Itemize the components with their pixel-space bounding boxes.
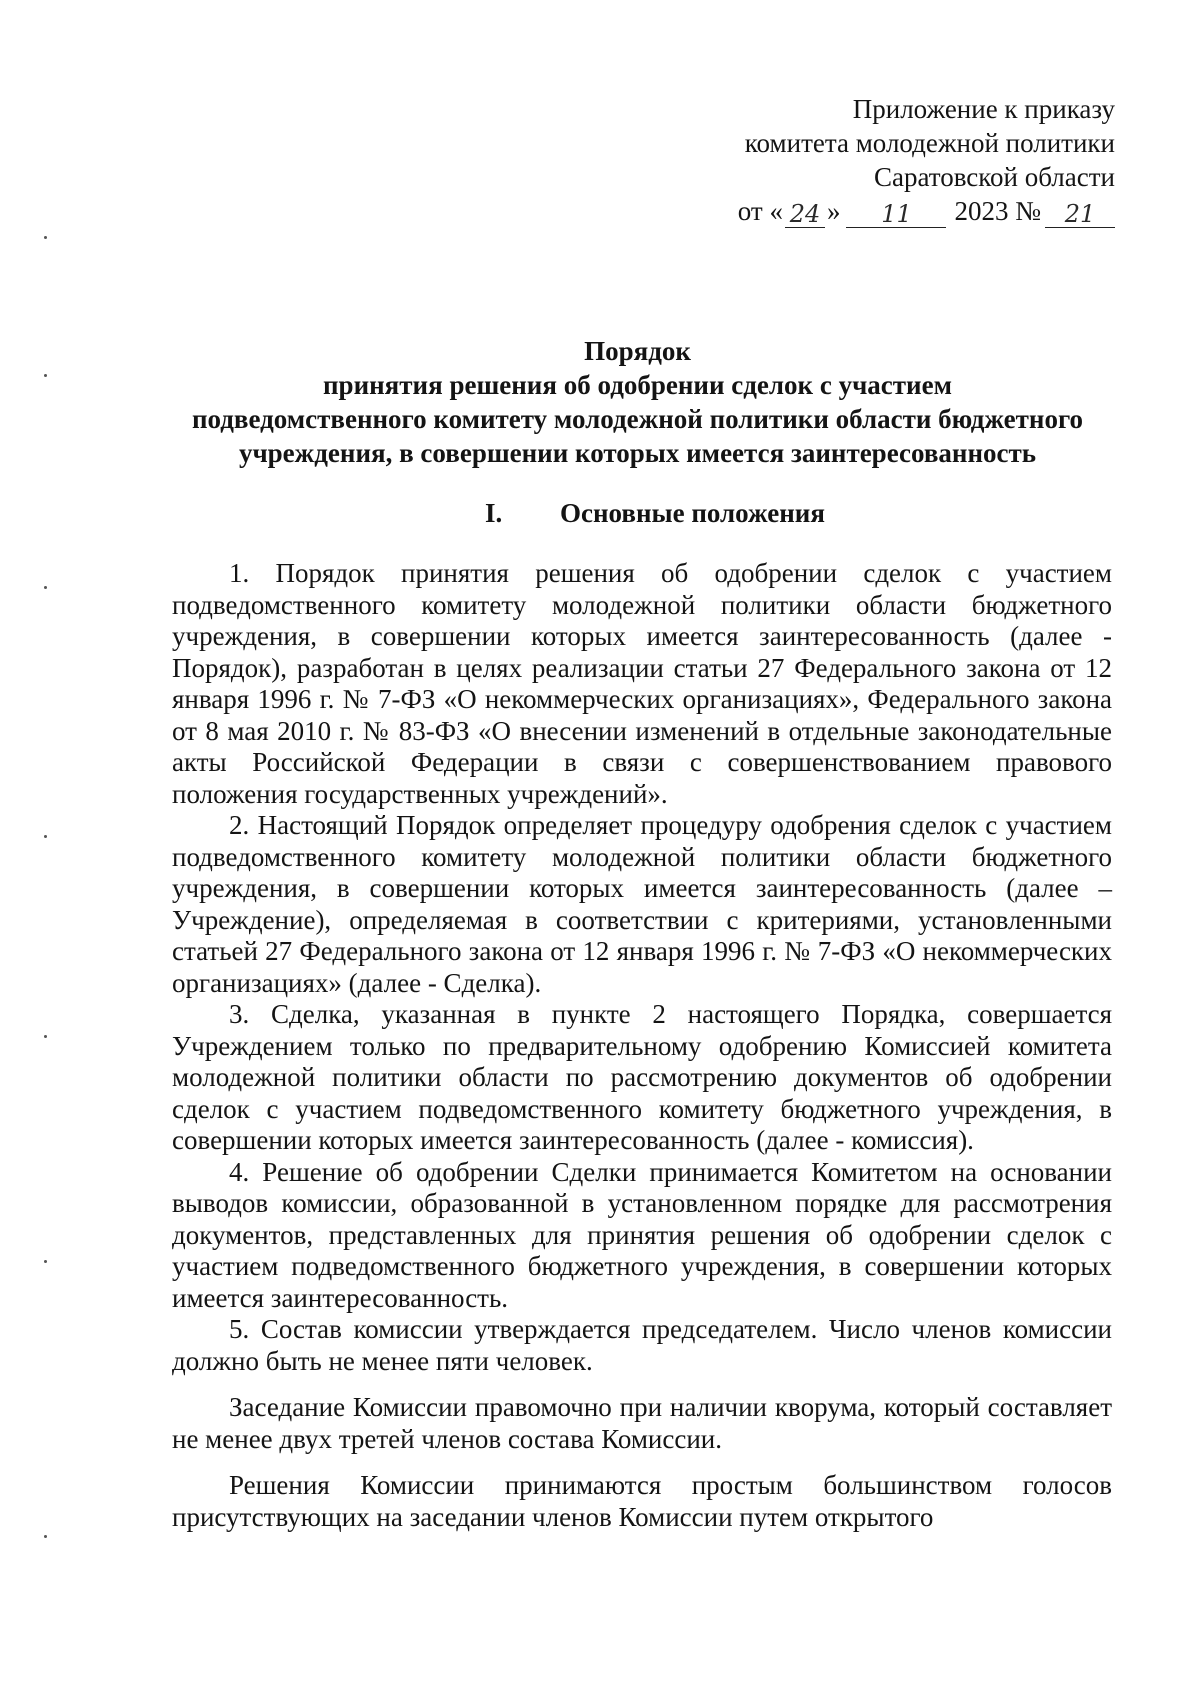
header-line-3: Саратовской области xyxy=(874,162,1115,192)
paragraph-2: 2. Настоящий Порядок определяет процедуру одобрения сделок с участием подведомственного комитету молодежной политики области бюджетного учреждения, в совершении которых имеется заинтересованность (далее – Учреждение), определяемая в соответствии с критериями, установленными статьей 27 Федерального закона от 12 января 1996 г. № 7-ФЗ «О некоммерческих организациях» (далее - Сделка). xyxy=(172,810,1112,998)
date-mid: » xyxy=(826,196,841,226)
date-day-field xyxy=(785,199,825,228)
title-line-4: учреждения, в совершении которых имеется заинтересованность xyxy=(238,438,1037,468)
title-line-1: Порядок xyxy=(584,336,691,366)
scan-mark xyxy=(44,236,47,239)
date-year: 2023 № xyxy=(954,196,1041,226)
paragraph-1: 1. Порядок принятия решения об одобрении сделок с участием подведомственного комитету молодежной политики области бюджетного учреждения, в совершении которых имеется заинтересованность (далее - Порядок), разработан в целях реализации статьи 27 Федерального закона от 12 января 1996 г. № 7-ФЗ «О некоммерческих организациях», Федерального закона от 8 мая 2010 г. № 83-ФЗ «О внесении изменений в отдельные законодательные акты Российской Федерации в связи с совершенствованием правового положения государственных учреждений». xyxy=(172,558,1112,809)
approval-header xyxy=(738,92,1115,228)
paragraph-5: 5. Состав комиссии утверждается председателем. Число членов комиссии должно быть не менее пяти человек. xyxy=(172,1314,1112,1376)
date-day-handwritten: 24 xyxy=(789,200,821,228)
scan-mark xyxy=(44,586,47,589)
scan-mark xyxy=(44,1035,47,1038)
paragraph-quorum: Заседание Комиссии правомочно при наличии кворума, который составляет не менее двух третей членов состава Комиссии. xyxy=(172,1392,1112,1454)
date-prefix: от « xyxy=(737,196,783,226)
order-number-handwritten: 21 xyxy=(1064,200,1096,228)
document-body xyxy=(172,558,1112,1533)
scan-mark xyxy=(44,1260,47,1263)
scan-mark xyxy=(44,1535,47,1538)
order-number-field xyxy=(1045,199,1115,228)
title-line-2: принятия решения об одобрении сделок с участием xyxy=(323,370,952,400)
section-number: I. xyxy=(485,498,503,528)
title-line-3: подведомственного комитету молодежной политики области бюджетного xyxy=(191,404,1084,434)
header-line-2: комитета молодежной политики xyxy=(744,128,1115,158)
scan-mark xyxy=(44,835,47,838)
date-month-handwritten: 11 xyxy=(881,200,912,228)
scan-mark xyxy=(44,374,47,377)
paragraph-3: 3. Сделка, указанная в пункте 2 настоящего Порядка, совершается Учреждением только по предварительному одобрению Комиссией комитета молодежной политики области по рассмотрению документов об одобрении сделок с участием подведомственного комитету бюджетного учреждения, в совершении которых имеется заинтересованность (далее - комиссия). xyxy=(172,999,1112,1155)
section-title: Основные положения xyxy=(560,498,825,528)
date-month-field xyxy=(846,199,946,228)
order-date-line xyxy=(738,194,1115,228)
paragraph-4: 4. Решение об одобрении Сделки принимается Комитетом на основании выводов комиссии, образованной в установленном порядке для рассмотрения документов, представленных для принятия решения об одобрении сделок с участием подведомственного бюджетного учреждения, в совершении которых имеется заинтересованность. xyxy=(172,1156,1112,1313)
header-line-1: Приложение к приказу xyxy=(852,94,1115,124)
paragraph-decisions: Решения Комиссии принимаются простым большинством голосов присутствующих на заседании членов Комиссии путем открытого xyxy=(172,1470,1112,1532)
document-title xyxy=(150,334,1125,470)
